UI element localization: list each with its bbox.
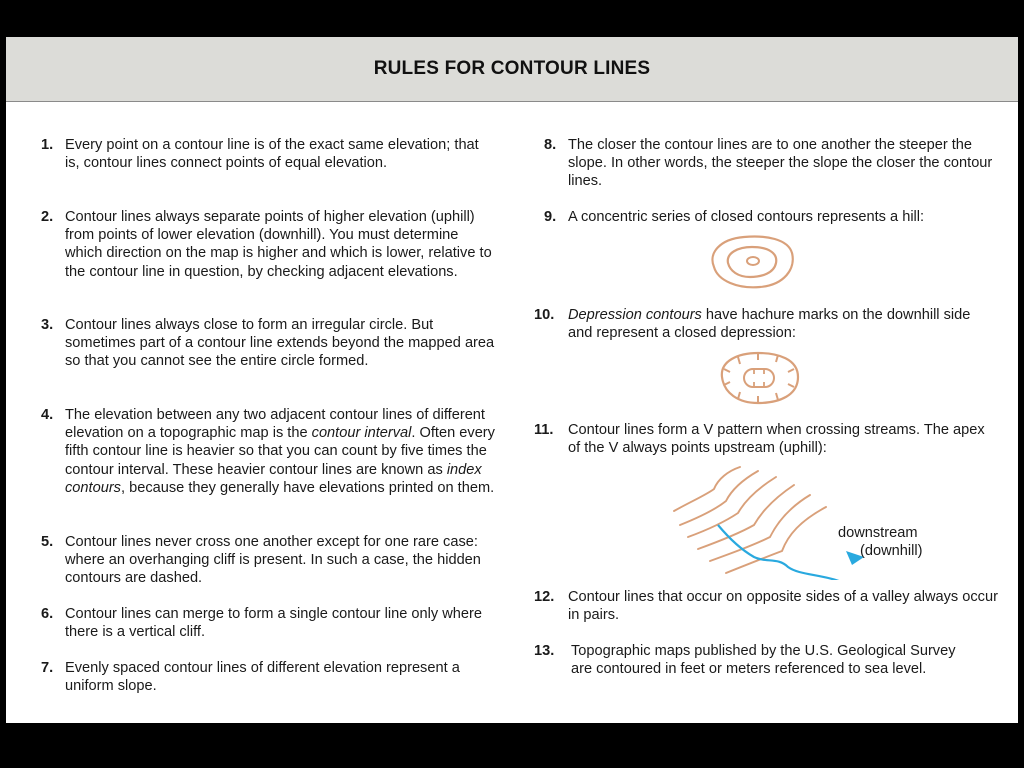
rule-segment: , because they generally have elevations printed on them. xyxy=(120,479,495,496)
rule-segment: The closer the contour lines are to one another the steeper the slope. In other words, the steeper the slope the closer the contour lines. xyxy=(568,137,993,190)
rule-term: Depression contours xyxy=(568,307,702,323)
rule-number: 6. xyxy=(41,606,54,622)
depression-contour-figure xyxy=(714,347,804,409)
rule-segment: . Often every fifth contour line is heavier so that you can count by five times the contour interval. These heavier contour lines are known as xyxy=(65,425,495,478)
rule-segment: Contour lines can merge to form a single contour line only where there is a vertical cliff. xyxy=(65,606,482,641)
rule-number: 10. xyxy=(534,307,555,323)
rule-segment: Contour lines form a V pattern when crossing streams. The apex of the V always points upstream (uphill): xyxy=(568,422,985,457)
downstream-label-line2: (downhill) xyxy=(860,543,923,560)
rule-segment: Contour lines never cross one another except for one rare case: where an overhanging cliff is present. In such a case, the hidden contours are dashed. xyxy=(65,534,481,587)
hill-inner-contour xyxy=(747,257,759,265)
rule-segment: Every point on a contour line is of the exact same elevation; that is, contour lines connect points of equal elevation. xyxy=(65,137,479,172)
rule-number: 1. xyxy=(41,137,54,153)
rule-segment: Contour lines that occur on opposite sides of a valley always occur in pairs. xyxy=(568,589,998,624)
rule-text xyxy=(568,306,998,342)
rule-number: 2. xyxy=(41,209,54,225)
depression-outer-hachures xyxy=(724,353,794,403)
rule-segment: Topographic maps published by the U.S. Geological Survey are contoured in feet or meters referenced to sea level. xyxy=(571,643,956,678)
rule-number: 13. xyxy=(534,643,555,659)
rule-text xyxy=(65,533,497,588)
downstream-label xyxy=(838,524,922,560)
hill-middle-contour xyxy=(728,247,776,277)
rule-number: 12. xyxy=(534,589,555,605)
title-bar xyxy=(6,37,1018,102)
rule-segment: A concentric series of closed contours represents a hill: xyxy=(568,209,925,225)
hill-outer-contour xyxy=(712,237,792,288)
rule-text xyxy=(65,136,497,172)
hill-contour-figure xyxy=(706,233,798,291)
rule-term: index contours xyxy=(65,461,482,496)
rule-text xyxy=(65,659,497,695)
stream-v-pattern-figure xyxy=(670,465,870,580)
depression-inner-contour xyxy=(744,369,774,387)
rule-segment: have hachure marks on the downhill side and represent a closed depression: xyxy=(568,307,971,342)
page-title: RULES FOR CONTOUR LINES xyxy=(373,58,651,79)
rule-segment: Evenly spaced contour lines of different elevation represent a uniform slope. xyxy=(65,660,460,695)
rule-text xyxy=(568,208,998,226)
rule-text xyxy=(568,421,998,457)
rule-number: 4. xyxy=(41,407,54,423)
rule-text xyxy=(65,316,497,371)
rule-text xyxy=(65,406,497,497)
rule-text xyxy=(571,642,971,678)
downstream-label-line1: downstream xyxy=(838,525,918,541)
rule-number: 5. xyxy=(41,534,54,550)
rule-segment: Contour lines always close to form an irregular circle. But sometimes part of a contour line extends beyond the mapped area so that you cannot see the entire circle formed. xyxy=(65,317,495,370)
rule-number: 8. xyxy=(544,137,557,153)
rule-text xyxy=(568,588,998,624)
rule-text xyxy=(65,605,497,641)
rules-panel xyxy=(6,37,1018,723)
rule-segment: Contour lines always separate points of higher elevation (uphill) from points of lower elevation (downhill). You must determine which direction on the map is higher and which is lower, relative to the contour line in question, by checking adjacent elevations. xyxy=(65,209,492,280)
v-contour-lines xyxy=(674,467,826,573)
rule-number: 9. xyxy=(544,209,557,225)
rule-text xyxy=(65,208,497,281)
rule-text xyxy=(568,136,998,191)
depression-inner-hachures xyxy=(754,369,764,387)
depression-outer-contour xyxy=(722,353,798,403)
rule-number: 11. xyxy=(534,422,554,438)
rule-number: 7. xyxy=(41,660,54,676)
rule-term: contour interval xyxy=(311,425,412,442)
rule-number: 3. xyxy=(41,317,54,333)
rule-segment: The elevation between any two adjacent contour lines of different elevation on a topographic map is the xyxy=(65,407,485,442)
